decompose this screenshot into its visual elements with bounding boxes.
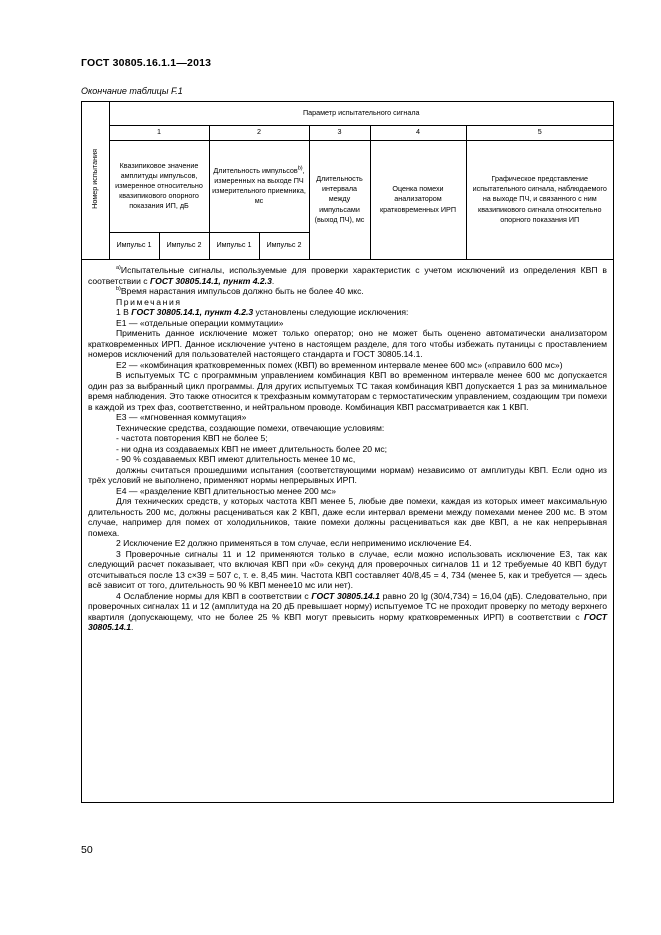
col-title-4: Оценка помехи анализатором кратковременных ИРП (370, 140, 466, 259)
col-title-2 (209, 140, 309, 232)
note-1-ref: ГОСТ 30805.14.1, пункт 4.2.3 (131, 307, 254, 317)
notes-heading: Примечания (116, 296, 182, 307)
note-4-middle: равно 20 lg (30/4,734) = 16,04 (дБ). Следовательно, при проверочных сигналах 11 и 12 (амплитуда на 20 дБ превышает норму) испытуемое ТС не проходит проверку по методу верхнего квартиля (допускающему, что не более 25 % КВП могут превысить норму кратковременных ИРП) в соответствии с (88, 590, 607, 622)
footnote-b-mark: b) (116, 286, 121, 293)
footnote-b (88, 286, 607, 297)
note-4-ref2: ГОСТ 30805.14.1 (88, 611, 607, 632)
col-number-5: 5 (466, 125, 613, 140)
col-title-1: Квазипиковое значение амплитуды импульсов, измеренное относительно квазипикового опорного показания ИП, дБ (109, 140, 209, 232)
table-frame (81, 101, 614, 803)
sub-header-impulse-2b: Импульс 2 (259, 232, 309, 259)
col-title-3: Длительность интервала между импульсами (выход ПЧ), мс (309, 140, 370, 259)
exception-e3-text: должны считаться прошедшими испытания (соответствующими нормам) независимо от амплитуды КВП. Если одно из трёх условий не выполнено, применяют нормы непрерывных ИРП. (88, 464, 607, 485)
page-header: ГОСТ 30805.16.1.1—2013 (81, 57, 212, 69)
list-item: - 90 % создаваемых КВП имеют длительность менее 10 мс, (116, 454, 356, 464)
sub-header-impulse-2a: Импульс 2 (159, 232, 209, 259)
exception-e2-text: В испытуемых ТС с программным управлением комбинация КВП во временном интервале менее 600 мс допускается один раз за выбранный цикл программы. Для других испытуемых ТС такая комбинация КВП допускается 1 раз за минимальное время наблюдения. Это также относится к трехфазным коммутаторам с термостатическим управлением, создающим три помехи в каждой из трех фаз, соответственно, и нейтральном проводе. Комбинация КВП рассматривается как 1 КВП. (88, 370, 607, 412)
sub-header-impulse-1b: Импульс 1 (209, 232, 259, 259)
col-number-1: 1 (109, 125, 209, 140)
footnote-a-ref: ГОСТ 30805.14.1, пункт 4.2.3 (149, 275, 272, 286)
row-header-label: Номер испытания (90, 148, 100, 209)
col-number-3: 3 (309, 125, 370, 140)
col-number-2: 2 (209, 125, 309, 140)
group-header: Параметр испытательного сигнала (109, 102, 613, 125)
exception-e3-title: Е3 — «мгновенная коммутация» (116, 412, 247, 422)
parameter-table (82, 102, 613, 260)
exception-e1-title: Е1 — «отдельные операции коммутации» (116, 317, 284, 328)
note-3: 3 Проверочные сигналы 11 и 12 применяются только в случае, если можно использовать исключение Е3, так как следующий расчет показывает, что включая КВП при «0» секунд для проверочных сигналов 11 и 12 требуемые 40 КВП будут отсчитываться после 13 с×39 = 507 с, т. е. 8,45 мин. Частота КВП составляет 40/8,45 = 4, 734 (менее 5, как и требуется — здесь всё зависит от того, длительность 90 % КВП менее10 мс или нет). (88, 548, 607, 590)
col-title-2-rest: , измеренных на выходе ПЧ измерительного приемника, мс (212, 165, 306, 206)
col-title-2-main: Длительность импульсов (213, 165, 298, 175)
note-4-end: . (131, 622, 134, 632)
footnote-a-end: . (271, 275, 275, 286)
col-title-5: Графическое представление испытательного сигнала, наблюдаемого на выходе ПЧ, и связанного с ним квазипикового сигнала относительно опорного показания ИП (466, 140, 613, 259)
exception-e1-text: Применить данное исключение может только оператор; оно не может быть оценено автоматически анализатором кратковременных ИРП. Данное исключение учтено в настоящем разделе, для того чтобы избежать путаницы с проставлением номеров исключений для пользователей настоящего стандарта и ГОСТ 30805.14.1. (88, 328, 607, 359)
footnote-b-text: Время нарастания импульсов должно быть не более 40 мкс. (120, 286, 364, 296)
exception-e2-title: Е2 — «комбинация кратковременных помех (КВП) во временном интервале менее 600 мс» («правило 600 мс») (116, 359, 563, 370)
note-1-end: установлены следующие исключения: (253, 307, 409, 317)
col-number-4: 4 (370, 125, 466, 140)
note-2: 2 Исключение Е2 должно применяться в том случае, если неприменимо исключение Е4. (116, 538, 472, 548)
exception-e3-intro: Технические средства, создающие помехи, отвечающие условиям: (116, 422, 385, 433)
list-item: - частота повторения КВП не более 5; (116, 433, 268, 443)
note-4 (88, 591, 607, 633)
footnote-a-text: Испытательные сигналы, используемые для проверки характеристик с учетом исключений из определения КВП в соответствии с (88, 265, 607, 286)
exception-e4-text: Для технических средств, у которых частота КВП менее 5, любые две помехи, каждая из которых имеет максимальную длительность 200 мс, должны расцениваться как 2 КВП, даже если интервал времени между помехами менее 200 мс. В этом случае, например для помех от холодильников, такие помехи должны расцениваться как две КВП, а не как непрерывная помеха. (88, 496, 607, 538)
sub-header-impulse-1a: Импульс 1 (109, 232, 159, 259)
table-caption: Окончание таблицы F.1 (81, 86, 183, 96)
footnote-a-mark: a) (116, 265, 121, 272)
row-header-cell (82, 102, 109, 259)
note-1-start: 1 В (116, 307, 132, 317)
page-number: 50 (81, 844, 93, 856)
list-item: - ни одна из создаваемых КВП не имеет длительность более 20 мс; (116, 443, 388, 454)
note-1 (88, 307, 607, 318)
exception-e4-title: Е4 — «разделение КВП длительностью менее 200 мс» (116, 485, 337, 496)
table-notes (88, 265, 607, 633)
note-4-start: 4 Ослабление нормы для КВП в соответствии с (116, 590, 312, 601)
note-4-ref: ГОСТ 30805.14.1 (311, 590, 380, 601)
footnote-a (88, 265, 607, 286)
col-title-2-footnote-mark: b) (297, 165, 303, 172)
